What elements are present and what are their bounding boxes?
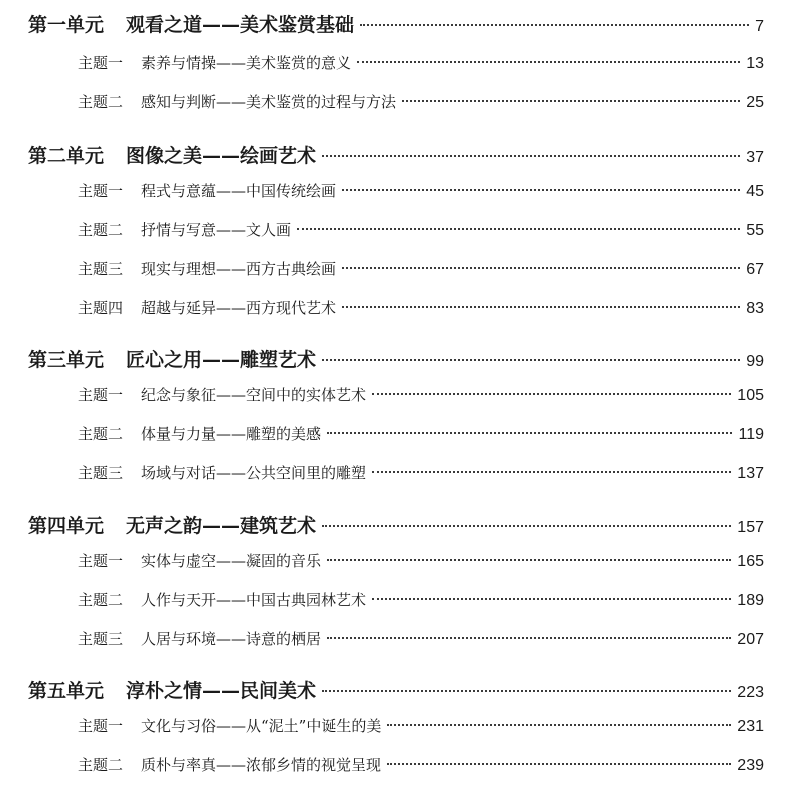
topic-title: 人作与天开——中国古典园林艺术	[141, 591, 367, 609]
page-number: 55	[746, 222, 764, 239]
page-number: 83	[746, 300, 764, 317]
topic-label: 主题三	[78, 464, 124, 482]
page-number: 37	[746, 149, 764, 166]
page-number: 99	[746, 353, 764, 370]
page-number: 157	[737, 519, 764, 536]
unit-title: 匠心之用——雕塑艺术	[126, 349, 317, 371]
topic-label: 主题一	[78, 717, 124, 735]
topic-title: 纪念与象征——空间中的实体艺术	[141, 386, 367, 404]
dot-leader	[342, 189, 740, 191]
topic-entry	[78, 52, 764, 84]
unit-label: 第五单元	[28, 680, 105, 702]
topic-entry	[78, 180, 764, 212]
dot-leader	[297, 228, 740, 230]
topic-label: 主题一	[78, 552, 124, 570]
page-number: 25	[746, 94, 764, 111]
topic-title: 人居与环境——诗意的栖居	[141, 630, 322, 648]
page-number: 7	[755, 18, 764, 35]
topic-label: 主题二	[78, 756, 124, 774]
dot-leader	[387, 763, 731, 765]
topic-label: 主题四	[78, 299, 124, 317]
unit-heading-4	[28, 511, 764, 547]
dot-leader	[322, 525, 731, 527]
unit-title: 观看之道——美术鉴赏基础	[126, 14, 355, 36]
topic-entry	[78, 297, 764, 329]
unit-label: 第四单元	[28, 515, 105, 537]
topic-label: 主题三	[78, 630, 124, 648]
unit-title: 无声之韵——建筑艺术	[126, 515, 317, 537]
topic-entry	[78, 589, 764, 621]
topic-entry	[78, 754, 764, 786]
topic-title: 感知与判断——美术鉴赏的过程与方法	[141, 93, 397, 111]
page-number: 137	[737, 465, 764, 482]
page-number: 13	[746, 55, 764, 72]
dot-leader	[327, 432, 732, 434]
page-number: 165	[737, 553, 764, 570]
dot-leader	[360, 24, 749, 26]
unit-label: 第二单元	[28, 145, 105, 167]
topic-label: 主题一	[78, 386, 124, 404]
dot-leader	[327, 637, 731, 639]
dot-leader	[402, 100, 740, 102]
topic-entry	[78, 258, 764, 290]
dot-leader	[322, 155, 740, 157]
topic-title: 超越与延异——西方现代艺术	[141, 299, 337, 317]
topic-title: 现实与理想——西方古典绘画	[141, 260, 337, 278]
topic-entry	[78, 550, 764, 582]
dot-leader	[327, 559, 731, 561]
page-number: 189	[737, 592, 764, 609]
dot-leader	[342, 306, 740, 308]
unit-label: 第一单元	[28, 14, 105, 36]
dot-leader	[342, 267, 740, 269]
topic-title: 场域与对话——公共空间里的雕塑	[141, 464, 367, 482]
page-number: 45	[746, 183, 764, 200]
topic-label: 主题三	[78, 260, 124, 278]
topic-label: 主题二	[78, 591, 124, 609]
topic-label: 主题一	[78, 54, 124, 72]
topic-entry	[78, 219, 764, 251]
dot-leader	[357, 61, 740, 63]
unit-title: 淳朴之情——民间美术	[126, 680, 317, 702]
topic-title: 文化与习俗——从“泥土”中诞生的美	[141, 717, 382, 735]
topic-entry	[78, 384, 764, 416]
unit-label: 第三单元	[28, 349, 105, 371]
dot-leader	[372, 598, 731, 600]
topic-title: 体量与力量——雕塑的美感	[141, 425, 322, 443]
topic-entry	[78, 462, 764, 494]
topic-label: 主题二	[78, 93, 124, 111]
dot-leader	[372, 471, 731, 473]
topic-entry	[78, 628, 764, 660]
topic-entry	[78, 91, 764, 123]
page-number: 67	[746, 261, 764, 278]
page-number: 223	[737, 684, 764, 701]
topic-label: 主题二	[78, 425, 124, 443]
page-number: 105	[737, 387, 764, 404]
topic-title: 抒情与写意——文人画	[141, 221, 292, 239]
page-number: 207	[737, 631, 764, 648]
page-number: 119	[738, 426, 764, 443]
dot-leader	[372, 393, 731, 395]
page-number: 231	[737, 718, 764, 735]
unit-heading-2	[28, 141, 764, 177]
topic-title: 质朴与率真——浓郁乡情的视觉呈现	[141, 756, 382, 774]
topic-label: 主题一	[78, 182, 124, 200]
unit-heading-1	[28, 10, 764, 46]
unit-heading-5	[28, 676, 764, 712]
topic-entry	[78, 715, 764, 747]
topic-entry	[78, 423, 764, 455]
dot-leader	[322, 359, 740, 361]
topic-title: 素养与情操——美术鉴赏的意义	[141, 54, 352, 72]
dot-leader	[322, 690, 731, 692]
topic-label: 主题二	[78, 221, 124, 239]
page-number: 239	[737, 757, 764, 774]
topic-title: 实体与虚空——凝固的音乐	[141, 552, 322, 570]
topic-title: 程式与意蕴——中国传统绘画	[141, 182, 337, 200]
unit-title: 图像之美——绘画艺术	[126, 145, 317, 167]
dot-leader	[387, 724, 731, 726]
unit-heading-3	[28, 345, 764, 381]
